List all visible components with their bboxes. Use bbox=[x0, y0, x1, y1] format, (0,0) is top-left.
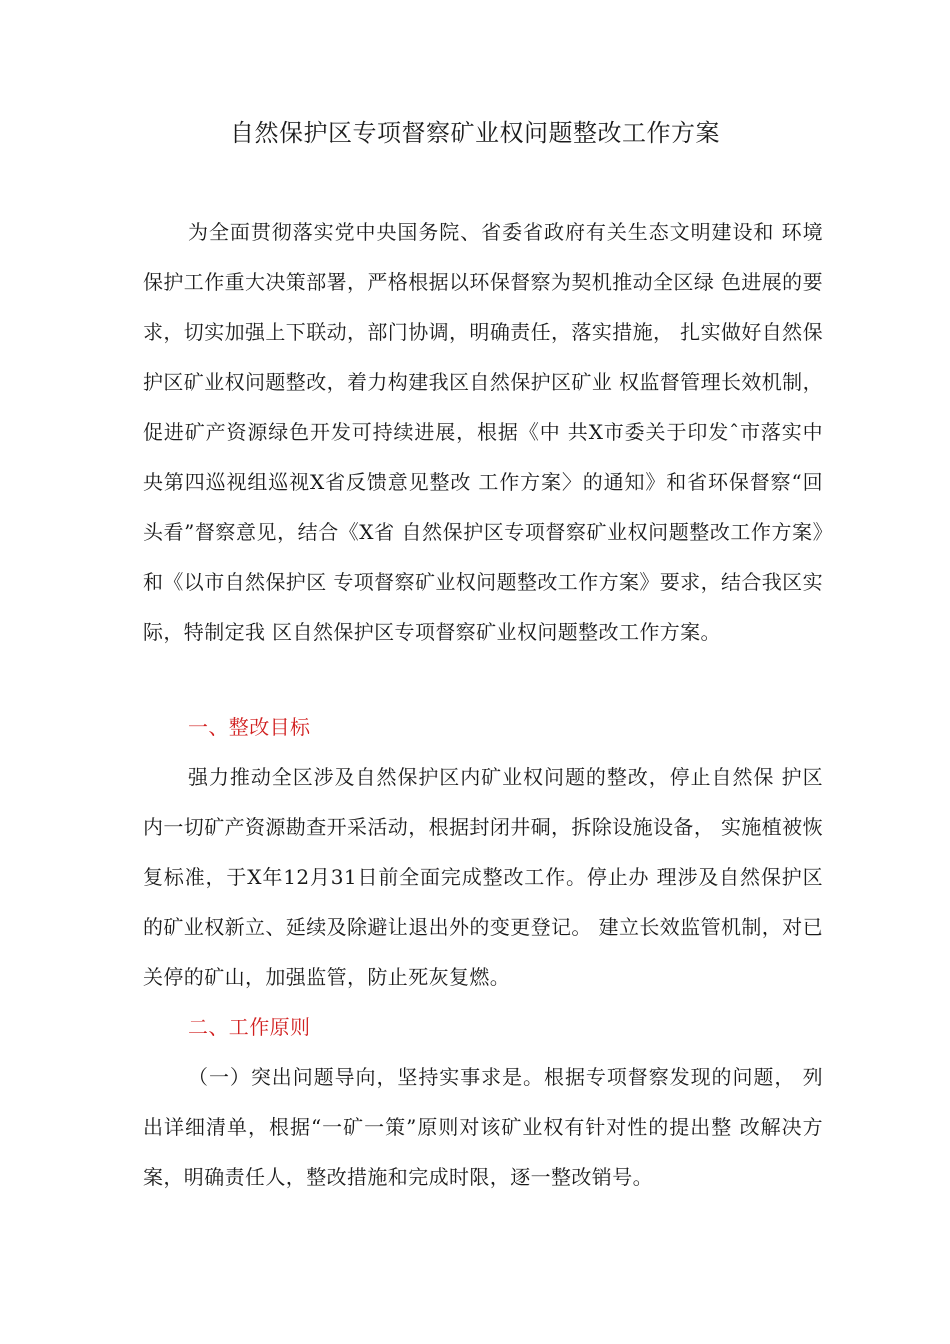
document-title: 自然保护区专项督察矿业权问题整改工作方案 bbox=[230, 119, 720, 147]
intro-paragraph: 为全面贯彻落实党中央国务院、省委省政府有关生态文明建设和 环境保护工作重大决策部署，严格根据以环保督察为契机推动全区绿 色进展的要求，切实加强上下联动，部门协调，明确责任，落实措施， 扎实做好自然保护区矿业权问题整改，着力构建我区自然保护区矿业 权监督管理长效机制，促进矿产资源绿色开发可持续进展，根据《中 共X市委关于印发ˆ市落实中央第四巡视组巡视X省反馈意见整改 工作方案〉的通知》和省环保督察“回头看”督察意见，结合《X省 自然保护区专项督察矿业权问题整改工作方案》和《以市自然保护区 专项督察矿业权问题整改工作方案》要求，结合我区实际，特制定我 区自然保护区专项督察矿业权问题整改工作方案。 bbox=[143, 220, 823, 644]
section-body-goals: 强力推动全区涉及自然保护区内矿业权问题的整改，停止自然保 护区内一切矿产资源勘查开采活动，根据封闭井硐，拆除设施设备， 实施植被恢复标准，于X年12月31日前全面完成整改工作。停止办 理涉及自然保护区的矿业权新立、延续及除避让退出外的变更登记。 建立长效监管机制，对已关停的矿山，加强监管，防止死灰复燃。 bbox=[143, 765, 823, 989]
section-heading-goals: 一、整改目标 bbox=[188, 715, 311, 739]
section-body-principles: （一）突出问题导向，坚持实事求是。根据专项督察发现的问题， 列出详细清单，根据“一矿一策”原则对该矿业权有针对性的提出整 改解决方案，明确责任人，整改措施和完成时限，逐一整改销号。 bbox=[143, 1065, 823, 1189]
section-heading-principles: 二、工作原则 bbox=[188, 1015, 311, 1039]
